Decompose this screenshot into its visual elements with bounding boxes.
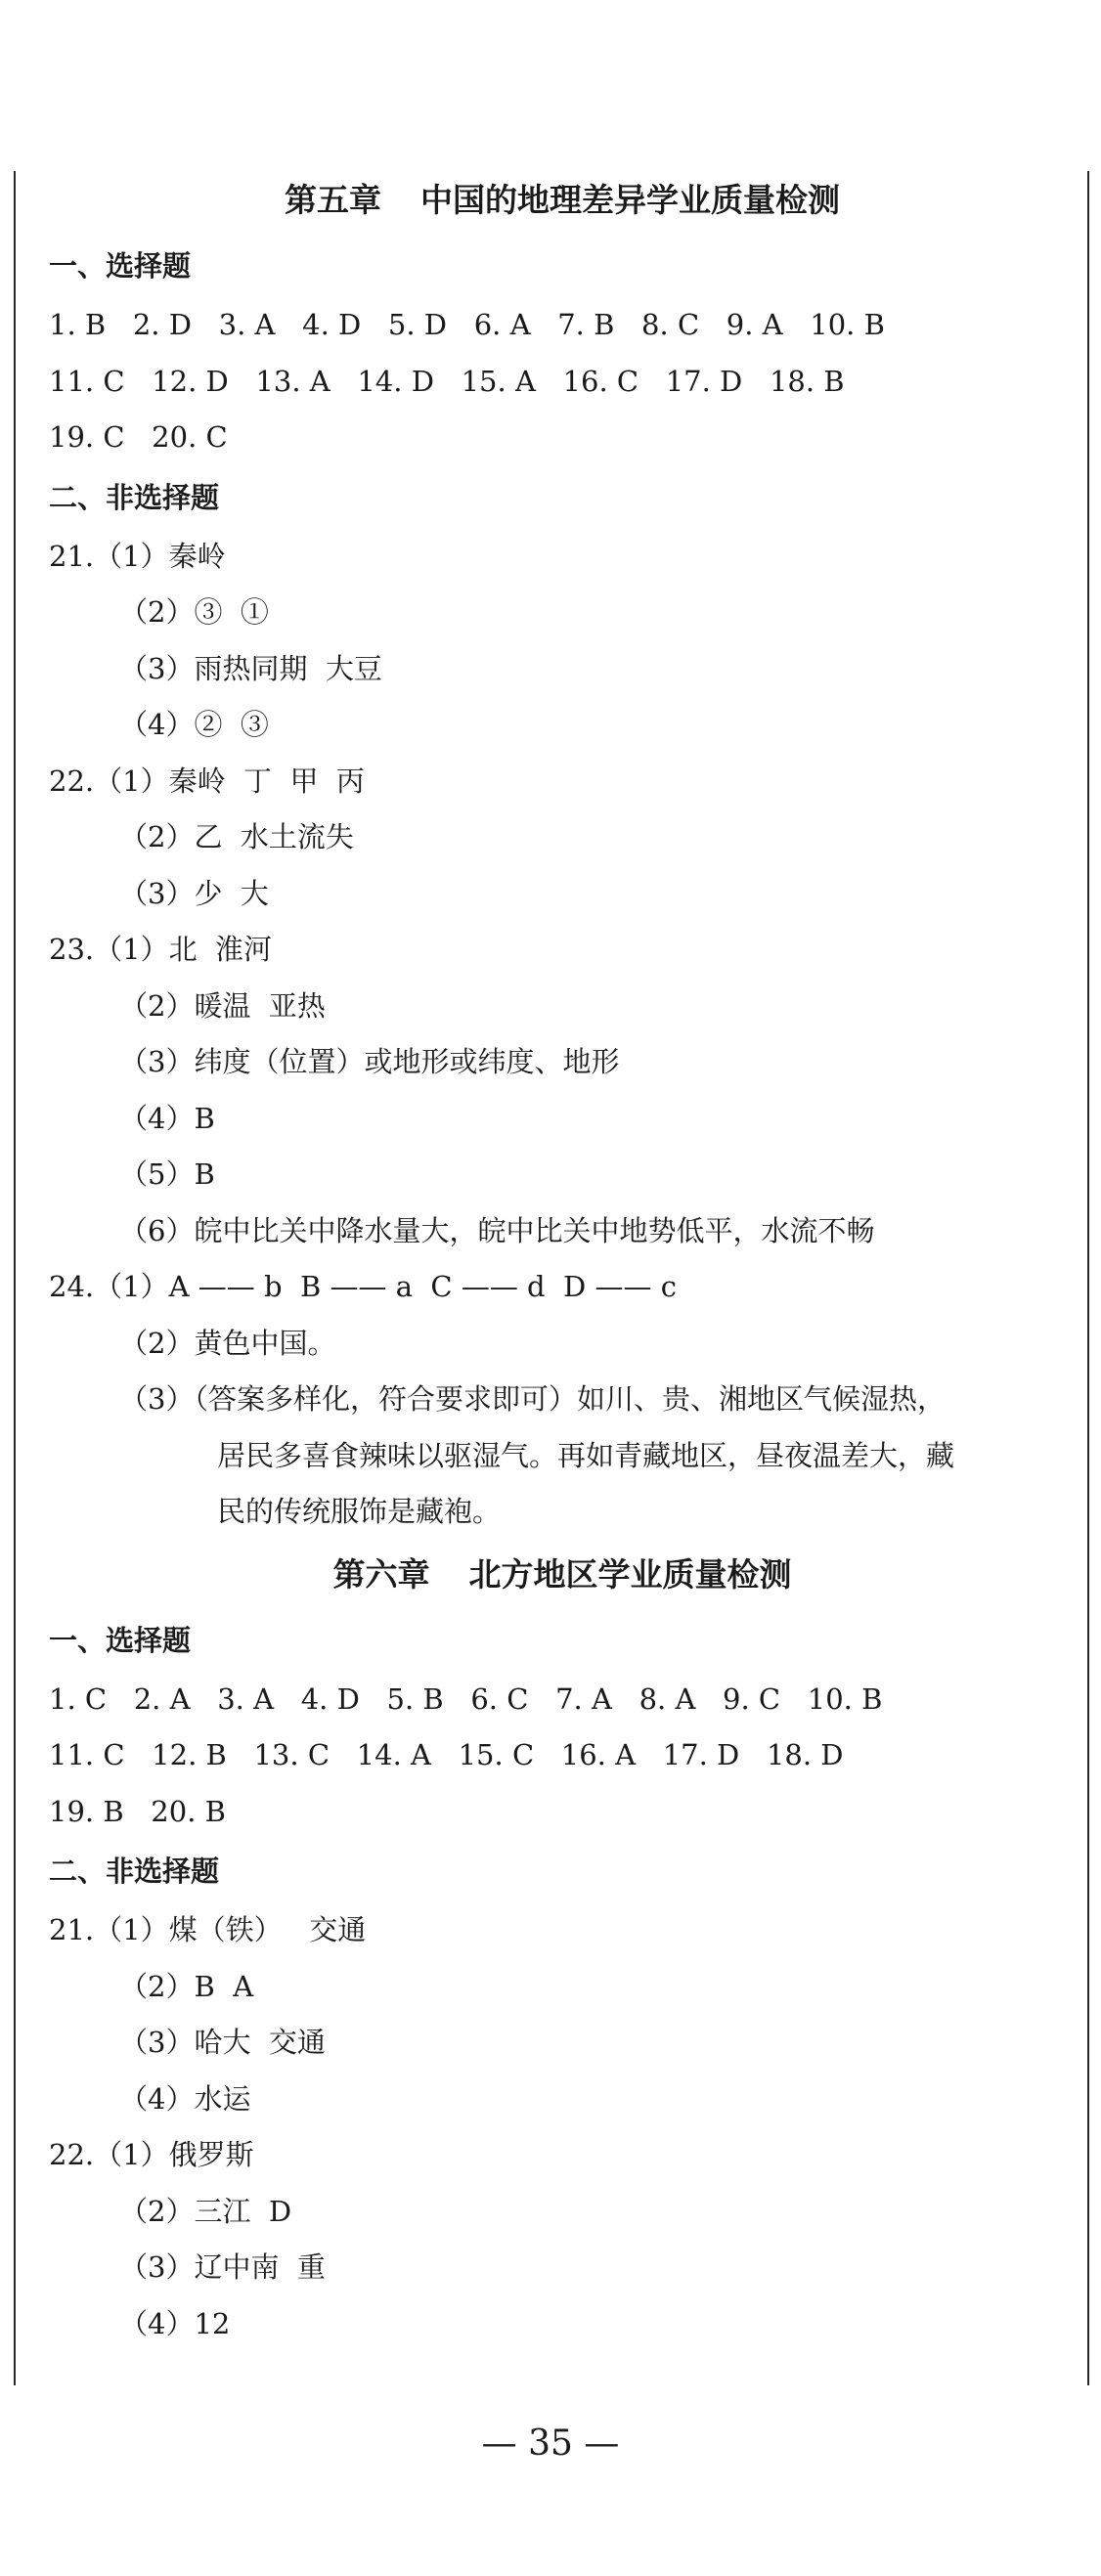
chapter5-q24-line: 民的传统服饰是藏袍。 xyxy=(217,1495,502,1528)
chapter6-mc-heading: 一、选择题 xyxy=(49,1623,192,1657)
chapter5-q23-line: （3）纬度（位置）或地形或纬度、地形 xyxy=(119,1045,620,1078)
right-border-rule xyxy=(1087,171,1089,2385)
chapter5-mc-line: 19. C 20. C xyxy=(49,420,228,454)
chapter5-mc-heading: 一、选择题 xyxy=(49,249,192,283)
chapter5-q22-line: （3）少 大 xyxy=(119,876,269,910)
chapter5-q21-line: 21.（1）秦岭 xyxy=(49,539,226,573)
page-number: — 35 — xyxy=(481,2423,620,2464)
chapter5-q23-line: 23.（1）北 淮河 xyxy=(49,933,273,966)
chapter6-name: 北方地区学业质量检测 xyxy=(468,1554,792,1594)
chapter5-q21-line: （2）③ ① xyxy=(119,595,269,629)
chapter6-q22-line: （4）12 xyxy=(119,2306,231,2340)
chapter6-nmc-heading: 二、非选择题 xyxy=(49,1855,220,1888)
chapter6-mc-line: 1. C 2. A 3. A 4. D 5. B 6. C 7. A 8. A 9. C 10. B xyxy=(49,1681,883,1716)
chapter6-q22-line: 22.（1）俄罗斯 xyxy=(49,2138,254,2171)
chapter6-mc-line: 19. B 20. B xyxy=(49,1794,226,1828)
chapter6-mc-line: 11. C 12. B 13. C 14. A 15. C 16. A 17. D 18. D xyxy=(49,1738,844,1771)
chapter5-mc-line: 1. B 2. D 3. A 4. D 5. D 6. A 7. B 8. C 9. A 10. B xyxy=(49,308,885,341)
chapter5-q23-line: （4）B xyxy=(119,1101,215,1135)
chapter6-q22-line: （2）三江 D xyxy=(119,2194,292,2228)
chapter5-q23-line: （5）B xyxy=(119,1157,215,1191)
chapter5-number: 第五章 xyxy=(285,181,381,219)
chapter6-q22-line: （3）辽中南 重 xyxy=(119,2250,326,2284)
chapter5-title xyxy=(49,166,1076,235)
left-border-rule xyxy=(14,171,16,2385)
chapter5-q21-line: （3）雨热同期 大豆 xyxy=(119,651,382,685)
chapter5-q23-line: （2）暖温 亚热 xyxy=(119,988,326,1023)
chapter5-name: 中国的地理差异学业质量检测 xyxy=(420,181,840,219)
chapter6-q21-line: （3）哈大 交通 xyxy=(119,2026,326,2059)
chapter5-q22-line: 22.（1）秦岭 丁 甲 丙 xyxy=(49,764,365,798)
chapter5-nmc-heading: 二、非选择题 xyxy=(49,480,220,514)
chapter6-title xyxy=(49,1541,1076,1609)
answer-key-page xyxy=(49,166,1076,2352)
chapter5-q22-line: （2）乙 水土流失 xyxy=(119,820,354,853)
chapter5-mc-line: 11. C 12. D 13. A 14. D 15. A 16. C 17. D 18. B xyxy=(49,364,845,398)
chapter5-q24-line: （2）黄色中国。 xyxy=(119,1326,336,1360)
chapter5-q21-line: （4）② ③ xyxy=(119,708,269,741)
chapter6-number: 第六章 xyxy=(332,1554,430,1594)
chapter6-q21-line: 21.（1）煤（铁） 交通 xyxy=(49,1913,367,1946)
chapter5-q24-line: （3）（答案多样化，符合要求即可）如川、贵、湘地区气候湿热， xyxy=(119,1382,946,1416)
chapter5-q24-line: 24.（1）A —— b B —— a C —— d D —— c xyxy=(49,1270,677,1303)
chapter6-q21-line: （2）B A xyxy=(119,1969,254,2003)
chapter6-q21-line: （4）水运 xyxy=(119,2081,251,2116)
chapter5-q23-line: （6）皖中比关中降水量大，皖中比关中地势低平，水流不畅 xyxy=(119,1213,875,1247)
chapter5-q24-line: 居民多喜食辣味以驱湿气。再如青藏地区，昼夜温差大，藏 xyxy=(217,1438,955,1472)
